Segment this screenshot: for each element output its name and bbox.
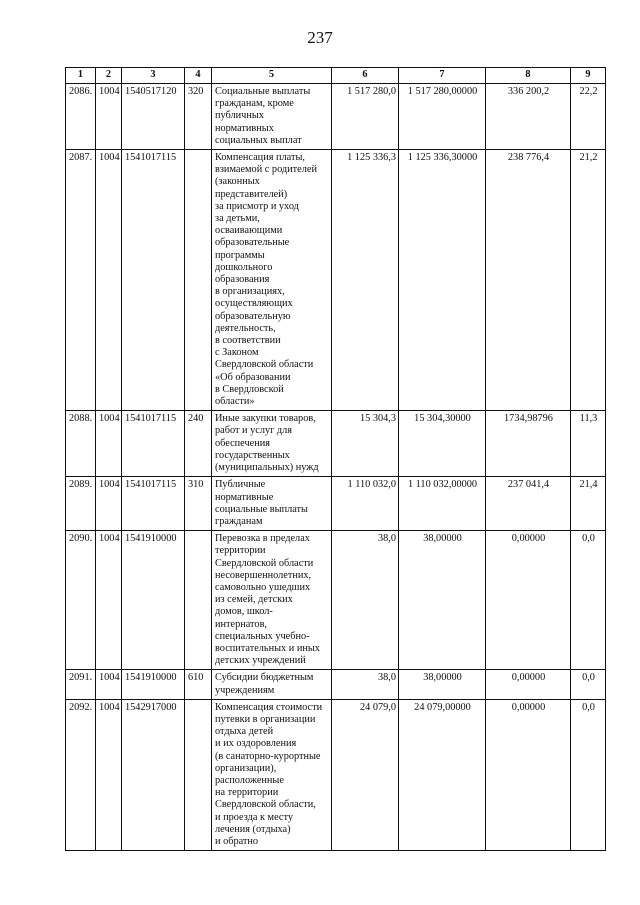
- table-row: [66, 477, 606, 531]
- target-code: 1542917000: [122, 699, 185, 850]
- value-col7: 38,00000: [399, 670, 486, 699]
- expense-type: 310: [185, 477, 212, 531]
- row-number: 2086.: [66, 84, 96, 150]
- value-col9: 22,2: [571, 84, 606, 150]
- target-code: 1541017115: [122, 150, 185, 411]
- item-name: Иные закупки товаров, работ и услуг для обеспечения государственных (муниципальных) нужд: [212, 411, 332, 477]
- value-col7: 1 110 032,00000: [399, 477, 486, 531]
- table-row: [66, 150, 606, 411]
- column-header-8: 8: [486, 68, 571, 84]
- row-number: 2092.: [66, 699, 96, 850]
- table-row: [66, 531, 606, 670]
- column-header-1: 1: [66, 68, 96, 84]
- value-col7: 15 304,30000: [399, 411, 486, 477]
- item-name: Перевозка в пределах территории Свердловской области несовершеннолетних, самовольно ушедших из семей, детских домов, школ- интернатов, специальных учебно- воспитательных и иных детских учреждений: [212, 531, 332, 670]
- expense-type: 320: [185, 84, 212, 150]
- row-number: 2087.: [66, 150, 96, 411]
- item-name: Компенсация стоимости путевки в организации отдыха детей и их оздоровления (в санаторно-курортные организации), расположенные на территории Свердловской области, и проезда к месту лечения (отдыха) и обратно: [212, 699, 332, 850]
- column-header-7: 7: [399, 68, 486, 84]
- value-col6: 1 517 280,0: [332, 84, 399, 150]
- target-code: 1540517120: [122, 84, 185, 150]
- column-header-5: 5: [212, 68, 332, 84]
- section-code: 1004: [96, 411, 122, 477]
- value-col7: 1 125 336,30000: [399, 150, 486, 411]
- table-row: [66, 411, 606, 477]
- section-code: 1004: [96, 477, 122, 531]
- value-col7: 24 079,00000: [399, 699, 486, 850]
- row-number: 2088.: [66, 411, 96, 477]
- value-col6: 38,0: [332, 531, 399, 670]
- value-col8: 237 041,4: [486, 477, 571, 531]
- value-col9: 0,0: [571, 531, 606, 670]
- column-header-4: 4: [185, 68, 212, 84]
- item-name: Публичные нормативные социальные выплаты гражданам: [212, 477, 332, 531]
- value-col7: 38,00000: [399, 531, 486, 670]
- expense-type: 610: [185, 670, 212, 699]
- section-code: 1004: [96, 531, 122, 670]
- column-header-2: 2: [96, 68, 122, 84]
- section-code: 1004: [96, 699, 122, 850]
- budget-table: [65, 67, 606, 851]
- value-col9: 0,0: [571, 670, 606, 699]
- table-row: [66, 84, 606, 150]
- item-name: Субсидии бюджетным учреждениям: [212, 670, 332, 699]
- value-col6: 1 110 032,0: [332, 477, 399, 531]
- table-row: [66, 699, 606, 850]
- section-code: 1004: [96, 84, 122, 150]
- value-col8: 0,00000: [486, 699, 571, 850]
- section-code: 1004: [96, 670, 122, 699]
- expense-type: 240: [185, 411, 212, 477]
- value-col6: 38,0: [332, 670, 399, 699]
- value-col8: 1734,98796: [486, 411, 571, 477]
- item-name: Компенсация платы, взимаемой с родителей (законных представителей) за присмотр и уход за детьми, осваивающими образовательные программы дошкольного образования в организациях, осуществляющих образовательную деятельность, в соответствии с Законом Свердловской области «Об образовании в Свердловской области»: [212, 150, 332, 411]
- column-header-9: 9: [571, 68, 606, 84]
- target-code: 1541910000: [122, 670, 185, 699]
- target-code: 1541910000: [122, 531, 185, 670]
- value-col8: 336 200,2: [486, 84, 571, 150]
- value-col8: 238 776,4: [486, 150, 571, 411]
- value-col7: 1 517 280,00000: [399, 84, 486, 150]
- item-name: Социальные выплаты гражданам, кроме публичных нормативных социальных выплат: [212, 84, 332, 150]
- expense-type: [185, 699, 212, 850]
- value-col6: 15 304,3: [332, 411, 399, 477]
- value-col8: 0,00000: [486, 531, 571, 670]
- column-header-6: 6: [332, 68, 399, 84]
- page-number: 237: [307, 28, 333, 47]
- column-header-3: 3: [122, 68, 185, 84]
- target-code: 1541017115: [122, 411, 185, 477]
- expense-type: [185, 150, 212, 411]
- value-col9: 21,4: [571, 477, 606, 531]
- expense-type: [185, 531, 212, 670]
- value-col9: 21,2: [571, 150, 606, 411]
- value-col6: 24 079,0: [332, 699, 399, 850]
- row-number: 2090.: [66, 531, 96, 670]
- row-number: 2089.: [66, 477, 96, 531]
- target-code: 1541017115: [122, 477, 185, 531]
- header-row: [66, 68, 606, 84]
- table-row: [66, 670, 606, 699]
- value-col6: 1 125 336,3: [332, 150, 399, 411]
- value-col9: 11,3: [571, 411, 606, 477]
- row-number: 2091.: [66, 670, 96, 699]
- section-code: 1004: [96, 150, 122, 411]
- value-col8: 0,00000: [486, 670, 571, 699]
- value-col9: 0,0: [571, 699, 606, 850]
